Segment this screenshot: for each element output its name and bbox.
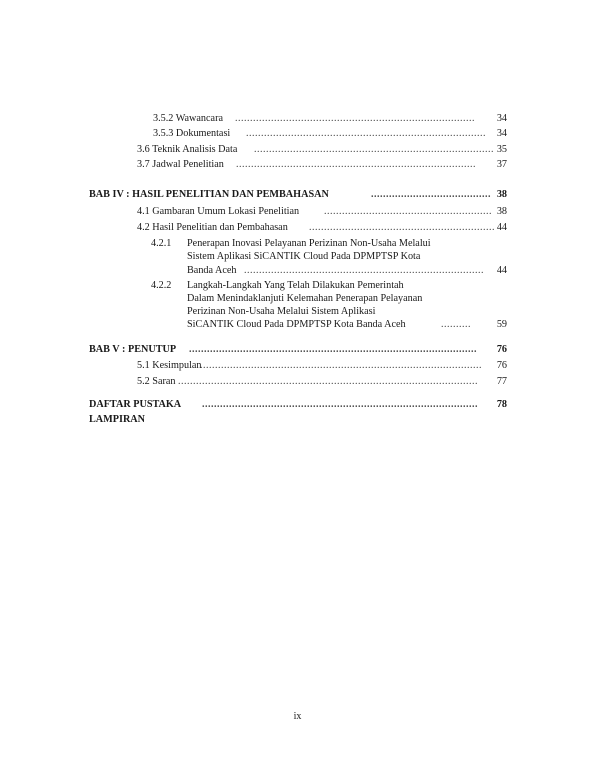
toc-chapter-label: BAB IV : HASIL PENELITIAN DAN PEMBAHASAN [89,189,329,200]
toc-entry-label: 4.2 Hasil Penelitian dan Pembahasan [137,222,288,233]
toc-page-number: 34 [496,128,507,139]
toc-page-number: 38 [496,189,507,200]
dot-leader: ................................................................................ [235,113,475,124]
dot-leader: ........................................................ [324,206,492,217]
toc-entry-number: 4.2.2 [151,280,172,291]
toc-page-number: 44 [496,222,507,233]
toc-entry-line: Sistem Aplikasi SiCANTIK Cloud Pada DPMPTSP Kota [187,251,421,262]
toc-page-number: 77 [496,376,507,387]
toc-page-number: 44 [496,265,507,276]
dot-leader: ................................................................................................ [189,344,477,355]
dot-leader: ................................................................................ [254,144,494,155]
toc-entry-label: 3.5.2 Wawancara [153,113,223,124]
toc-page-number: 76 [496,344,507,355]
toc-entry-line: Langkah-Langkah Yang Telah Dilakukan Pemerintah [187,280,404,291]
toc-chapter-label: LAMPIRAN [89,414,146,425]
dot-leader: .............................................................. [309,222,495,233]
toc-chapter-label: BAB V : PENUTUP [89,344,177,355]
dot-leader: ................................................................................ [246,128,486,139]
dot-leader: .............................................................................................. [200,360,482,371]
dot-leader: .......... [441,319,471,330]
toc-page-number: 34 [496,113,507,124]
dot-leader: ............................................................................................ [202,399,478,410]
toc-page-number: 76 [496,360,507,371]
dot-leader: ................................................................................ [244,265,484,276]
toc-entry-line: Penerapan Inovasi Pelayanan Perizinan Non-Usaha Melalui [187,238,431,249]
toc-entry-line: Perizinan Non-Usaha Melalui Sistem Aplikasi [187,306,376,317]
dot-leader: ........................................ [371,189,491,200]
toc-page-number: 37 [496,159,507,170]
toc-page-number: 59 [496,319,507,330]
dot-leader: .................................................................................................... [178,376,478,387]
toc-entry-label: 3.5.3 Dokumentasi [153,128,231,139]
toc-entry-label: 5.1 Kesimpulan [137,360,202,371]
dot-leader: ................................................................................ [236,159,476,170]
toc-entry-label: 5.2 Saran [137,376,176,387]
toc-entry-label: 3.7 Jadwal Penelitian [137,159,224,170]
toc-entry-label: 4.1 Gambaran Umum Lokasi Penelitian [137,206,300,217]
toc-page-number: 38 [496,206,507,217]
toc-page-number: 78 [496,399,507,410]
toc-entry-line: Dalam Menindaklanjuti Kelemahan Penerapan Pelayanan [187,293,423,304]
page-number-footer: ix [293,711,302,722]
toc-page-number: 35 [496,144,507,155]
toc-chapter-label: DAFTAR PUSTAKA [89,399,182,410]
toc-entry-number: 4.2.1 [151,238,172,249]
toc-entry-line: Banda Aceh [187,265,237,276]
toc-entry-label: 3.6 Teknik Analisis Data [137,144,238,155]
toc-entry-line: SiCANTIK Cloud Pada DPMPTSP Kota Banda Aceh [187,319,406,330]
